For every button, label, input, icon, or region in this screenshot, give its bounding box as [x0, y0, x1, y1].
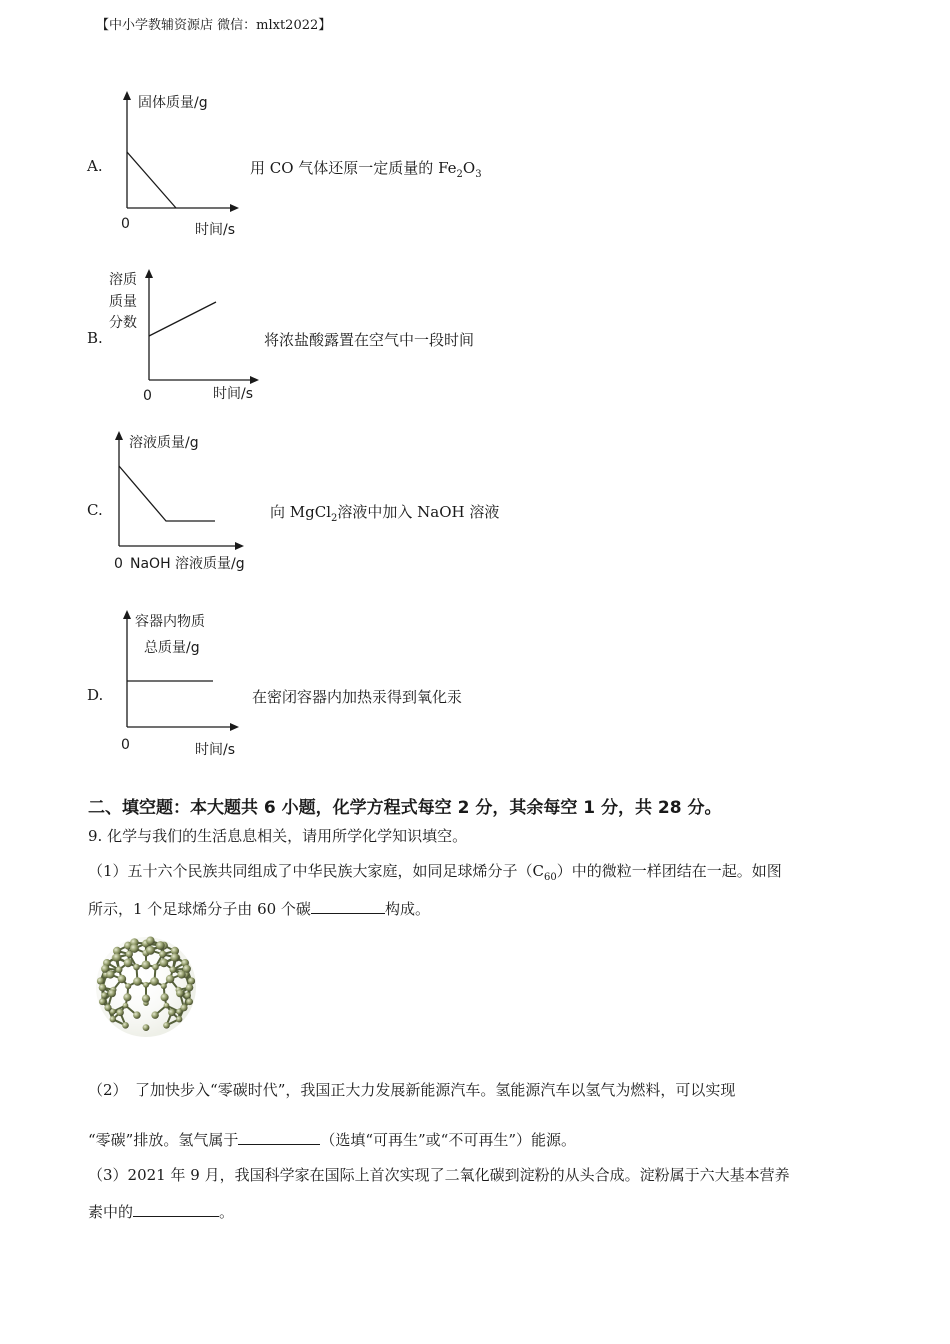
c60-atom [142, 960, 151, 969]
c60-atom [156, 941, 165, 950]
section-title: 二、填空题：本大题共 6 小题，化学方程式每空 2 分，其余每空 1 分，共 28 分。 [88, 798, 722, 818]
x-axis-arrow [250, 376, 259, 384]
c60-atom [176, 989, 184, 997]
option-b-graph [105, 264, 275, 409]
c60-atom [116, 966, 123, 973]
c60-atom [142, 995, 150, 1003]
option-a-graph [100, 88, 270, 248]
c60-atom [146, 936, 154, 944]
x-axis-arrow [230, 723, 239, 731]
question-9-part-3-line-1: （3）2021 年 9 月，我国科学家在国际上首次实现了二氧化碳到淀粉的从头合成。淀粉属于六大基本营养 [88, 1166, 790, 1184]
origin-label: 0 [121, 216, 130, 232]
y-axis-arrow [115, 431, 123, 440]
y-axis-label: 固体质量/g [138, 95, 208, 111]
page-header: 【中小学教辅资源店 微信：mlxt2022】 [96, 18, 332, 33]
c60-atom [152, 964, 159, 971]
c60-atom [188, 977, 195, 984]
x-axis-label: 时间/s [195, 222, 236, 238]
origin-label: 0 [114, 556, 123, 572]
x-axis-label: NaOH 溶液质量/g [130, 556, 245, 572]
option-b-description: 将浓盐酸露置在空气中一段时间 [264, 331, 475, 349]
c60-atom [180, 1004, 187, 1011]
data-line [127, 152, 176, 208]
answer-blank-3[interactable] [133, 1202, 219, 1217]
y-axis-label-line-3: 分数 [109, 315, 137, 331]
c60-atom [123, 1003, 129, 1009]
y-axis-label-line-1: 溶质 [109, 272, 137, 288]
c60-atom [104, 1004, 111, 1011]
option-d-description: 在密闭容器内加热汞得到氧化汞 [252, 688, 463, 706]
option-a-description: 用 CO 气体还原一定质量的 $Fe_2O_3$ [250, 159, 482, 180]
x-axis-arrow [235, 542, 244, 550]
question-9-part-2-line-2: “零碳”排放。氢气属于 （选填“可再生”或“不可再生”）能源。 [88, 1131, 577, 1149]
data-line [119, 466, 215, 521]
c60-atom [124, 958, 133, 967]
c60-atom [186, 984, 194, 992]
c60-atom [150, 977, 159, 986]
c60-atom [161, 983, 167, 989]
option-d-graph [100, 605, 270, 765]
option-d-label: D. [87, 686, 104, 704]
c60-atom [106, 970, 114, 978]
y-axis-arrow [123, 610, 131, 619]
c60-atom [101, 992, 107, 998]
c60-atom [125, 983, 131, 989]
c60-atom [113, 953, 122, 962]
question-9-part-1-line-1: （1）五十六个民族共同组成了中华民族大家庭，如同足球烯分子$(C_{60})$中的微粒一样团结在一起。如图 [88, 862, 782, 883]
answer-blank-2[interactable] [238, 1130, 320, 1145]
c60-atom [108, 989, 116, 997]
origin-label: 0 [121, 737, 130, 753]
x-axis-label: 时间/s [195, 742, 236, 758]
c60-atom [99, 998, 106, 1005]
option-b-label: B. [87, 329, 103, 347]
c60-atom [168, 1009, 175, 1016]
data-line [149, 302, 216, 336]
c60-atom [133, 977, 142, 986]
option-a-label: A. [87, 157, 103, 175]
y-axis-label-line-2: 总质量/g [144, 640, 200, 656]
c60-atom [161, 993, 169, 1001]
origin-label: 0 [143, 388, 152, 404]
c60-atom [143, 1024, 150, 1031]
c60-atom [151, 1011, 158, 1018]
c60-atom [99, 984, 107, 992]
x-axis-label: 时间/s [213, 386, 254, 402]
c60-molecule-image [88, 930, 208, 1045]
question-9-part-3-line-2: 素中的 。 [88, 1203, 235, 1221]
c60-atom [130, 944, 139, 953]
c60-atom [164, 1003, 170, 1009]
question-9-stem: 9. 化学与我们的生活息息相关，请用所学化学知识填空。 [88, 827, 468, 845]
c60-atom [118, 975, 127, 984]
y-axis-label-line-2: 质量 [109, 294, 137, 310]
c60-atom [159, 958, 168, 967]
c60-atom [176, 1016, 182, 1022]
option-c-graph [100, 426, 270, 576]
c60-atom [170, 966, 177, 973]
y-axis-label: 溶液质量/g [129, 435, 199, 451]
c60-atom [171, 953, 180, 962]
option-c-description: 向 MgCl$_2$溶液中加入 NaOH 溶液 [270, 503, 500, 524]
question-9-part-1-line-2: 所示，1 个足球烯分子由 60 个碳 构成。 [88, 900, 430, 918]
c60-atom [117, 1009, 124, 1016]
c60-atom [166, 975, 175, 984]
c60-atom [110, 1016, 116, 1022]
c60-atom [184, 992, 190, 998]
c60-atom [122, 1022, 129, 1029]
x-axis-arrow [230, 204, 239, 212]
c60-atom [146, 946, 155, 955]
question-9-part-2-line-1: （2） 了加快步入“零碳时代”，我国正大力发展新能源汽车。氢能源汽车以氢气为燃料，可以实现 [88, 1081, 736, 1099]
c60-atom [133, 1011, 140, 1018]
y-axis-label-line-1: 容器内物质 [135, 614, 205, 630]
c60-atom [159, 951, 166, 958]
c60-atom [177, 970, 185, 978]
y-axis-arrow [123, 91, 131, 100]
c60-atom [97, 977, 104, 984]
c60-atom [133, 964, 140, 971]
c60-atom [163, 1022, 170, 1029]
c60-atom [143, 982, 149, 988]
c60-atom [123, 993, 131, 1001]
y-axis-arrow [145, 269, 153, 278]
option-c-label: C. [87, 501, 103, 519]
c60-atom [186, 998, 193, 1005]
answer-blank-1[interactable] [311, 899, 385, 914]
